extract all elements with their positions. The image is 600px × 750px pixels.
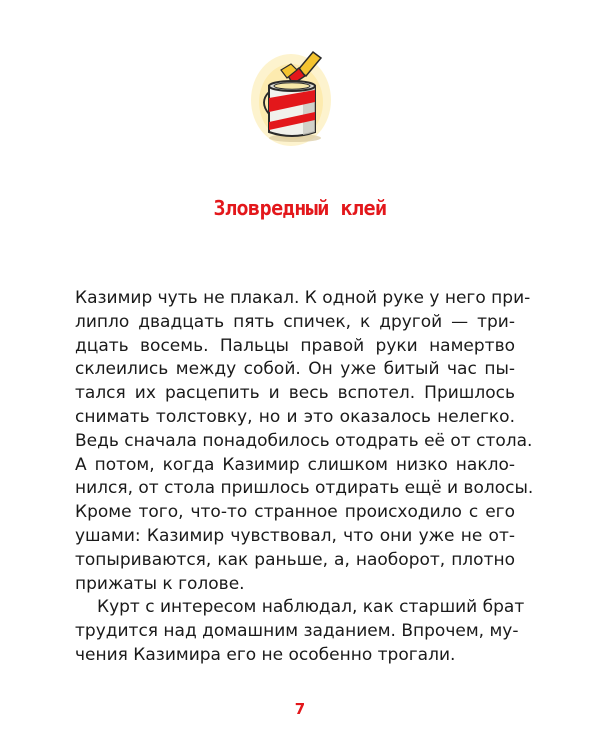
glue-can-illustration [243,40,343,150]
text-line: прижаты к голове. [75,573,245,594]
text-line: ушами: Казимир чувствовал, что они уже не от- [75,525,515,546]
text-line: склеились между собой. Он уже битый час пы- [75,359,515,380]
text-line: Кроме того, что-то странное происходило с его [75,502,515,523]
paragraph-2 [75,596,525,667]
page-number: 7 [294,700,306,718]
chapter-title: Зловредный клей [213,196,387,220]
text-line: трудится над домашним заданием. Впрочем, му- [75,621,519,642]
text-line: Казимир чуть не плакал. К одной руке у него при- [75,288,531,308]
text-line: Ведь сначала понадобилось отодрать её от стола. [75,430,533,451]
text-line: снимать толстовку, но и это оказалось нелегко. [75,406,515,427]
text-line: нился, от стола пришлось отдирать ещё и волосы. [75,478,534,499]
text-line: тался их расцепить и весь вспотел. Пришлось [75,383,515,404]
text-line: Курт с интересом наблюдал, как старший брат [97,597,525,618]
paragraph-1 [75,287,534,596]
text-line: дцать восемь. Пальцы правой руки намертво [75,335,515,356]
text-line: липло двадцать пять спичек, к другой — три- [75,311,515,332]
body-text [75,287,534,668]
text-line: топыриваются, как раньше, а, наоборот, плотно [75,549,515,570]
text-line: чения Казимира его не особенно трогали. [75,644,456,665]
text-line: А потом, когда Казимир слишком низко накло- [75,454,515,475]
glue-can-icon [243,40,343,150]
